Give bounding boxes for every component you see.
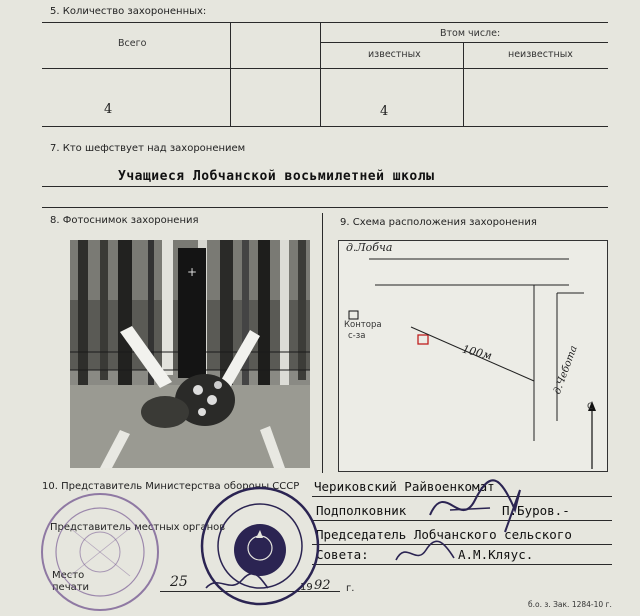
date-month-scribble: [202, 570, 272, 596]
village-council-stamp: [30, 488, 170, 616]
date-day: 25: [170, 574, 188, 590]
local-rep-label: Представитель местных органов: [50, 522, 226, 533]
known-value: 4: [380, 104, 389, 119]
date-year-suffix: 92: [314, 578, 331, 593]
rank-value: Подполковник: [316, 503, 407, 518]
col-unknown-label: неизвестных: [508, 49, 573, 60]
section9-title: 9. Схема расположения захоронения: [340, 217, 537, 228]
col-including-label: Втом числе:: [440, 28, 501, 39]
compass-north-label: С: [587, 402, 594, 412]
section5-top-line: [42, 22, 608, 23]
scheme-label-office-2: с-за: [348, 331, 366, 341]
ministry-rep-value: Чериковский Райвоенкомат: [314, 479, 495, 494]
section8-title: 8. Фотоснимок захоронения: [50, 215, 199, 226]
place-label-2: печати: [52, 582, 90, 593]
local-signer-name: А.М.Кляус.: [458, 547, 534, 562]
ministry-signer-name: П.Буров.-: [502, 503, 570, 518]
memorial-photo-drawing: [70, 240, 310, 468]
scheme-label-village-side: д.Чебота: [552, 344, 580, 396]
place-label-1: Место: [52, 570, 85, 581]
col-known-label: известных: [368, 49, 421, 60]
date-year-mark: г.: [346, 583, 355, 594]
scheme-label-office-1: Контора: [344, 320, 382, 330]
section5-bottom-line: [42, 126, 608, 127]
scheme-label-village-top: д.Лобча: [346, 241, 393, 254]
local-rep-value-1: Председатель Лобчанского сельского: [316, 527, 572, 542]
section5-divider-1: [230, 22, 231, 126]
local-rep-value-2: Совета:: [316, 547, 369, 562]
total-value: 4: [104, 102, 113, 117]
ministry-signature: [420, 470, 530, 540]
print-code: б.о. з. Зак. 1284-10 г.: [528, 600, 612, 609]
scheme-label-distance: 100м: [460, 342, 494, 363]
local-line-1: [312, 544, 612, 545]
memorial-photo: [70, 240, 310, 468]
section5-sub-line: [320, 42, 608, 43]
col-total-label: Всего: [118, 38, 147, 49]
section8-9-divider: [322, 213, 323, 473]
section7-title: 7. Кто шефствует над захоронением: [50, 143, 246, 154]
section5-header-line: [42, 68, 608, 69]
svg-text:+: +: [187, 265, 198, 279]
section7-line-2: [42, 207, 608, 208]
date-year-prefix: 19: [300, 582, 313, 593]
ministry-rep-label: 10. Представитель Министерства обороны СССР: [42, 481, 300, 492]
local-line-2: [312, 564, 612, 565]
section5-title: 5. Количество захороненных:: [50, 6, 207, 17]
section5-divider-3: [463, 42, 464, 126]
patron-value: Учащиеся Лобчанской восьмилетней школы: [118, 169, 435, 184]
local-signature: [392, 536, 462, 570]
section7-line-1: [42, 186, 608, 187]
section5-divider-2: [320, 22, 321, 126]
